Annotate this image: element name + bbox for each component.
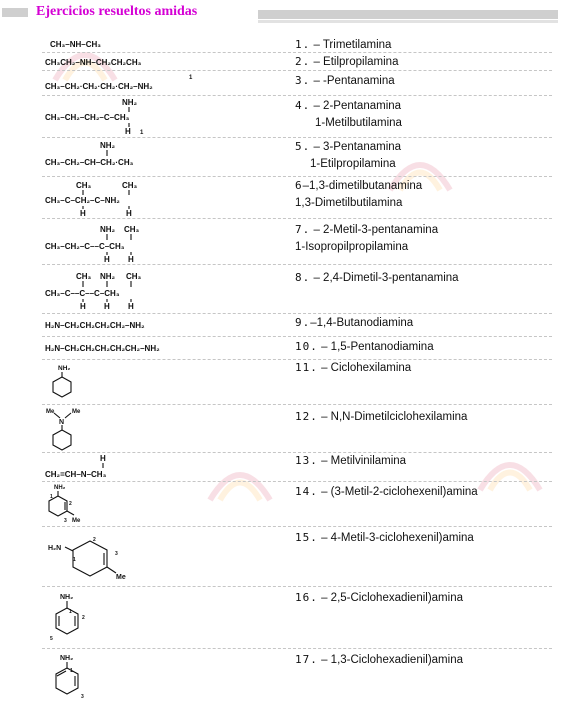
compound-name bbox=[295, 269, 459, 287]
item-number: 16. bbox=[295, 591, 318, 604]
svg-text:NH₂: NH₂ bbox=[100, 141, 116, 150]
item-name: – Metilvinilamina bbox=[321, 455, 407, 467]
svg-text:H: H bbox=[80, 209, 86, 218]
list-item bbox=[0, 336, 562, 358]
svg-text:CH₃: CH₃ bbox=[76, 272, 92, 281]
svg-text:NH₂: NH₂ bbox=[100, 272, 116, 281]
svg-text:2: 2 bbox=[69, 501, 72, 507]
formula-text: H₂N–CH₂CH₂CH₂CH₂–NH₂ bbox=[45, 321, 145, 330]
svg-text:2: 2 bbox=[93, 537, 96, 543]
structural-formula bbox=[40, 336, 285, 358]
formula-text: CH₃–CH₂–C––C–CH₃ bbox=[45, 242, 125, 251]
compound-name bbox=[295, 53, 398, 71]
svg-text:1: 1 bbox=[73, 557, 76, 563]
svg-text:NH₂: NH₂ bbox=[54, 485, 66, 491]
list-item bbox=[0, 218, 562, 264]
item-number: 1. bbox=[295, 38, 311, 51]
svg-text:H: H bbox=[100, 454, 106, 463]
compound-name bbox=[295, 72, 395, 90]
item-name: – -Pentanamina bbox=[313, 75, 395, 87]
item-name: – 3-Pentanamina bbox=[313, 141, 402, 153]
page-title: Ejercicios resueltos amidas bbox=[36, 4, 198, 19]
compound-name bbox=[295, 338, 434, 356]
compound-name bbox=[295, 177, 422, 212]
item-name: – (3-Metil-2-ciclohexenil)amina bbox=[321, 486, 478, 498]
svg-text:N: N bbox=[59, 419, 65, 426]
list-item bbox=[0, 52, 562, 70]
structural-formula bbox=[40, 176, 285, 218]
item-name: – 2,4-Dimetil-3-pentanamina bbox=[313, 272, 459, 284]
svg-text:1: 1 bbox=[70, 668, 73, 674]
svg-text:NH₂: NH₂ bbox=[60, 655, 74, 662]
item-name: –1,3-dimetilbutanamina bbox=[302, 180, 423, 192]
svg-text:1: 1 bbox=[69, 609, 72, 615]
svg-text:NH₂: NH₂ bbox=[122, 98, 138, 107]
list-item bbox=[0, 404, 562, 452]
list-item bbox=[0, 137, 562, 175]
svg-text:5: 5 bbox=[50, 636, 53, 642]
compound-name bbox=[295, 483, 478, 501]
compound-name bbox=[295, 452, 406, 470]
list-item bbox=[0, 481, 562, 525]
formula-text: CH₃–CH₂–CH–CH₂·CH₃ bbox=[45, 158, 134, 167]
structural-formula bbox=[40, 481, 285, 525]
item-number: 5. bbox=[295, 140, 311, 153]
formula-text: CH₃–C–CH₂–C–NH₂ bbox=[45, 196, 120, 205]
structural-formula bbox=[40, 452, 285, 480]
item-number: 6 bbox=[295, 179, 303, 192]
svg-text:3: 3 bbox=[81, 694, 84, 700]
svg-text:H₂N: H₂N bbox=[48, 545, 62, 552]
header-bar-right bbox=[258, 10, 558, 19]
svg-text:H: H bbox=[80, 302, 86, 311]
item-name: –1,4-Butanodiamina bbox=[310, 317, 414, 329]
list-item bbox=[0, 95, 562, 137]
svg-text:H: H bbox=[128, 255, 134, 264]
item-number: 2. bbox=[295, 55, 311, 68]
svg-text:Me: Me bbox=[46, 409, 55, 415]
structural-formula bbox=[40, 52, 285, 70]
svg-text:CH₃: CH₃ bbox=[122, 181, 138, 190]
svg-text:H: H bbox=[128, 302, 134, 311]
svg-text:H: H bbox=[104, 302, 110, 311]
list-item bbox=[0, 648, 562, 706]
svg-text:H: H bbox=[126, 209, 132, 218]
formula-text: CH₂=CH–N–CH₃ bbox=[45, 470, 107, 479]
list-item bbox=[0, 70, 562, 94]
item-name: – N,N-Dimetilciclohexilamina bbox=[321, 411, 468, 423]
svg-text:Me: Me bbox=[116, 574, 126, 581]
item-number: 17. bbox=[295, 653, 318, 666]
formula-text: CH₃–C––C––C–CH₃ bbox=[45, 289, 120, 298]
svg-text:CH₃: CH₃ bbox=[126, 272, 142, 281]
item-number: 7. bbox=[295, 223, 311, 236]
item-name: – Trimetilamina bbox=[313, 39, 392, 51]
compound-name bbox=[295, 651, 463, 669]
list-item bbox=[0, 452, 562, 480]
svg-text:CH₃: CH₃ bbox=[124, 225, 140, 234]
svg-text:NH₂: NH₂ bbox=[100, 225, 116, 234]
item-alt-name: 1-Isopropilpropilamina bbox=[295, 241, 409, 253]
list-item bbox=[0, 34, 562, 52]
structural-formula bbox=[40, 34, 285, 52]
compound-name bbox=[295, 529, 474, 547]
structural-formula bbox=[40, 648, 285, 706]
formula-text: H₂N–CH₂CH₂CH₂CH₂CH₂–NH₂ bbox=[45, 344, 160, 353]
item-name: – 2-Pentanamina bbox=[313, 100, 402, 112]
structural-formula bbox=[40, 586, 285, 648]
structural-formula bbox=[40, 218, 285, 264]
structural-formula bbox=[40, 137, 285, 175]
structural-formula bbox=[40, 70, 285, 94]
item-number: 11. bbox=[295, 361, 318, 374]
svg-text:2: 2 bbox=[82, 615, 85, 621]
svg-text:NH₂: NH₂ bbox=[60, 594, 74, 601]
formula-text: CH₃CH₂–NH–CH₂CH₂CH₃ bbox=[45, 58, 142, 67]
compound-name bbox=[295, 589, 463, 607]
compound-name bbox=[295, 138, 401, 173]
compound-name bbox=[295, 359, 411, 377]
svg-text:H: H bbox=[104, 255, 110, 264]
item-name: – Etilpropilamina bbox=[313, 56, 399, 68]
item-number: 3. bbox=[295, 74, 311, 87]
item-alt-name: 1-Metilbutilamina bbox=[315, 117, 402, 129]
structural-formula bbox=[40, 313, 285, 335]
item-number: 14. bbox=[295, 485, 318, 498]
structural-formula bbox=[40, 526, 285, 586]
item-name: – 2-Metil-3-pentanamina bbox=[313, 224, 439, 236]
item-alt-name: 1-Etilpropilamina bbox=[310, 158, 396, 170]
svg-text:Me: Me bbox=[72, 518, 81, 524]
formula-text: CH₃–NH–CH₃ bbox=[50, 40, 101, 49]
structural-formula bbox=[40, 95, 285, 137]
header-bar-left bbox=[2, 8, 28, 17]
item-number: 8. bbox=[295, 271, 311, 284]
svg-text:1: 1 bbox=[140, 130, 144, 136]
structural-formula bbox=[40, 264, 285, 312]
list-item bbox=[0, 313, 562, 335]
list-item bbox=[0, 359, 562, 403]
svg-text:3: 3 bbox=[64, 518, 67, 524]
formula-text: CH₃–CH₂·CH₂·CH₂·CH₂–NH₂ bbox=[45, 82, 153, 91]
item-number: 10. bbox=[295, 340, 318, 353]
list-item bbox=[0, 526, 562, 586]
item-number: 15. bbox=[295, 531, 318, 544]
svg-text:NH₂: NH₂ bbox=[58, 365, 71, 372]
item-number: 4. bbox=[295, 99, 311, 112]
compound-name bbox=[295, 221, 438, 256]
compound-name bbox=[295, 408, 467, 426]
svg-text:H: H bbox=[125, 127, 131, 136]
svg-text:CH₃: CH₃ bbox=[76, 181, 92, 190]
item-name: – 4-Metil-3-ciclohexenil)amina bbox=[321, 532, 474, 544]
svg-text:1: 1 bbox=[50, 494, 53, 500]
item-name: – 1,3-Ciclohexadienil)amina bbox=[321, 654, 463, 666]
item-number: 9. bbox=[295, 316, 311, 329]
compound-name bbox=[295, 97, 402, 132]
structural-formula bbox=[40, 404, 285, 452]
item-alt-name: 1,3-Dimetilbutilamina bbox=[295, 197, 403, 209]
item-name: – Ciclohexilamina bbox=[321, 362, 412, 374]
svg-text:1: 1 bbox=[189, 75, 193, 81]
compound-name bbox=[295, 314, 413, 332]
item-number: 13. bbox=[295, 454, 318, 467]
list-item bbox=[0, 176, 562, 218]
item-name: – 1,5-Pentanodiamina bbox=[321, 341, 434, 353]
list-item bbox=[0, 264, 562, 312]
svg-text:3: 3 bbox=[115, 551, 118, 557]
formula-text: CH₃–CH₂–CH₂–C–CH₃ bbox=[45, 113, 130, 122]
item-name: – 2,5-Ciclohexadienil)amina bbox=[321, 592, 463, 604]
item-number: 12. bbox=[295, 410, 318, 423]
structural-formula bbox=[40, 359, 285, 403]
list-item bbox=[0, 586, 562, 648]
header-bar-right-shadow bbox=[258, 20, 558, 23]
svg-text:Me: Me bbox=[72, 409, 81, 415]
